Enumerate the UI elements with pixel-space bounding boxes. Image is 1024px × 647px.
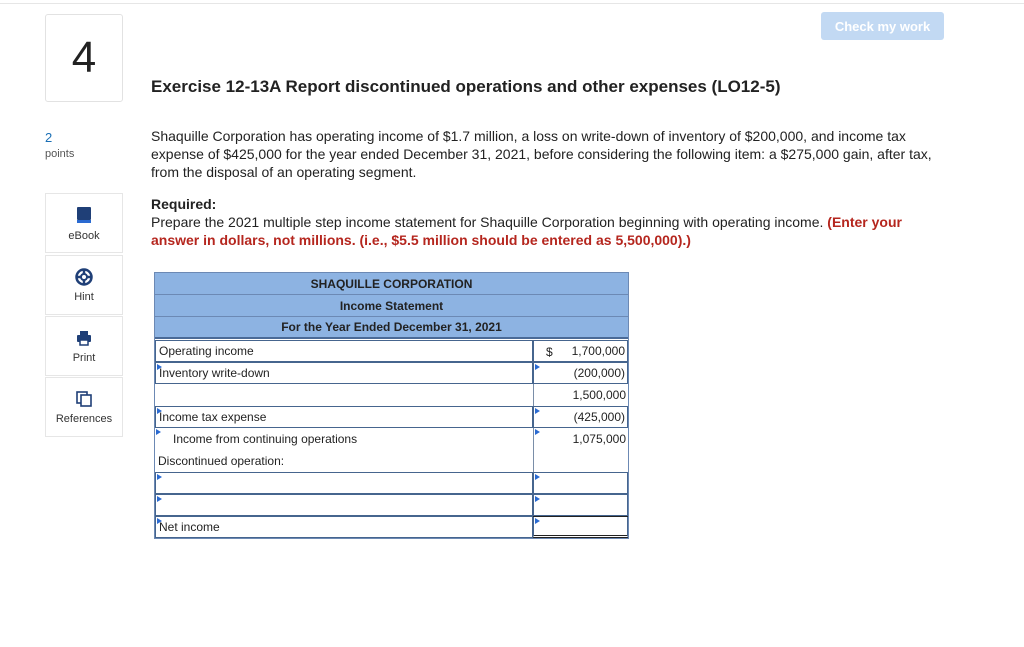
- question-number: 4: [45, 14, 123, 102]
- exercise-prompt: Shaquille Corporation has operating income of $1.7 million, a loss on write-down of inventory of $200,000, and income tax expense of $425,000 for the year ended December 31, 2021, before considering the following item: a $275,000 gain, after tax, from the disposal of an operating segment.: [151, 128, 932, 180]
- references-button[interactable]: [45, 377, 123, 437]
- table-row: [155, 406, 628, 428]
- lifebuoy-icon: [75, 268, 93, 286]
- input-marker-icon: [535, 429, 540, 435]
- table-row: [155, 472, 628, 494]
- hint-label: Hint: [74, 290, 94, 303]
- row-amount-input[interactable]: [533, 362, 628, 384]
- row-label-value: Net income: [159, 520, 220, 534]
- row-label: [155, 428, 533, 450]
- row-amount-input[interactable]: [533, 406, 628, 428]
- row-amount-input[interactable]: [533, 472, 628, 494]
- input-marker-icon: [157, 496, 162, 502]
- table-row: [155, 516, 628, 538]
- input-marker-icon: [157, 474, 162, 480]
- input-marker-icon: [535, 518, 540, 524]
- table-row: [155, 494, 628, 516]
- row-amount-value: 1,075,000: [572, 432, 626, 446]
- input-marker-icon: [535, 364, 540, 370]
- print-label: Print: [72, 351, 96, 364]
- table-row: [155, 340, 628, 362]
- row-amount-value: (425,000): [573, 410, 625, 424]
- references-label: References: [55, 412, 113, 425]
- print-button[interactable]: [45, 316, 123, 376]
- row-label-input[interactable]: [155, 406, 533, 428]
- required-note: (Enter your answer in dollars, not millions. (i.e., $5.5 million should be entered as 5,500,000).): [151, 214, 902, 248]
- row-amount-value: (200,000): [573, 366, 625, 380]
- input-marker-icon: [156, 429, 161, 435]
- input-marker-icon: [157, 364, 162, 370]
- statement-period: For the Year Ended December 31, 2021: [155, 317, 628, 339]
- row-label-value: Inventory write-down: [159, 366, 270, 380]
- input-marker-icon: [157, 408, 162, 414]
- table-row: [155, 384, 628, 406]
- income-statement: [154, 272, 629, 539]
- printer-icon: [75, 329, 93, 347]
- input-marker-icon: [535, 474, 540, 480]
- required-text: Prepare the 2021 multiple step income statement for Shaquille Corporation beginning with operating income.: [151, 214, 824, 230]
- row-label-value: Income from continuing operations: [173, 432, 358, 446]
- row-label-input[interactable]: [155, 516, 533, 538]
- table-row: [155, 362, 628, 384]
- row-amount-input[interactable]: [533, 516, 628, 538]
- ebook-label: eBook: [68, 229, 100, 242]
- row-amount: 1,500,000: [533, 384, 628, 406]
- row-amount: [533, 428, 628, 450]
- input-marker-icon: [535, 496, 540, 502]
- row-amount-input[interactable]: [533, 340, 628, 362]
- book-icon: [74, 205, 94, 225]
- statement-company: SHAQUILLE CORPORATION: [155, 273, 628, 295]
- row-label-value: Income tax expense: [159, 410, 267, 424]
- input-marker-icon: [157, 518, 162, 524]
- check-my-work-button[interactable]: Check my work: [821, 12, 944, 40]
- ebook-button[interactable]: [45, 193, 123, 253]
- hint-button[interactable]: [45, 255, 123, 315]
- table-row: [155, 450, 628, 472]
- table-row: [155, 428, 628, 450]
- top-divider: [0, 3, 1024, 4]
- total-rule: [533, 516, 628, 517]
- row-label: Discontinued operation:: [155, 450, 533, 472]
- currency-symbol: $: [546, 345, 553, 359]
- points-label: points: [45, 148, 75, 160]
- row-amount: [533, 450, 628, 472]
- required-instructions: [151, 213, 951, 249]
- row-label-input[interactable]: [155, 494, 533, 516]
- statement-title: Income Statement: [155, 295, 628, 317]
- row-label-input[interactable]: [155, 362, 533, 384]
- row-label-input[interactable]: [155, 472, 533, 494]
- required-heading: Required:: [151, 196, 217, 212]
- exercise-title: Exercise 12-13A Report discontinued operations and other expenses (LO12-5): [151, 77, 781, 96]
- row-label-input[interactable]: Operating income: [155, 340, 533, 362]
- copy-icon: [75, 390, 93, 408]
- points-value: 2: [45, 130, 53, 145]
- row-amount-value: 1,700,000: [571, 344, 625, 358]
- input-marker-icon: [535, 408, 540, 414]
- row-label: [155, 384, 533, 406]
- row-amount-input[interactable]: [533, 494, 628, 516]
